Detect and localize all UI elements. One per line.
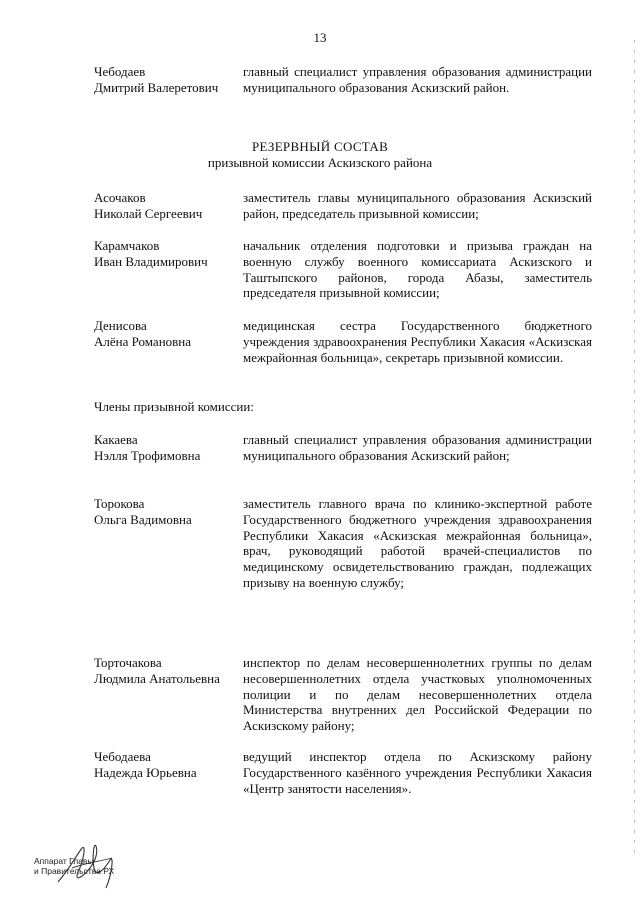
person-name xyxy=(94,432,244,464)
surname: Денисова xyxy=(94,318,147,333)
person-role: начальник отделения подготовки и призыва граждан на военную службу военного комиссариата Аскизского и Таштыпского районов, города Абазы, заместитель председателя призывной комиссии; xyxy=(243,238,592,301)
surname: Торточакова xyxy=(94,655,162,670)
given-names: Дмитрий Валеретович xyxy=(94,79,219,95)
surname: Асочаков xyxy=(94,190,146,205)
person-name xyxy=(94,238,244,270)
person-name xyxy=(94,64,244,96)
person-entry xyxy=(94,655,592,734)
surname: Торокова xyxy=(94,496,145,511)
stamp-line: и Правительства РХ xyxy=(34,866,115,876)
person-role: ведущий инспектор отдела по Аскизскому району Государственного казённого учреждения Республики Хакасия «Центр занятости населения». xyxy=(243,749,592,796)
scan-edge-mark xyxy=(633,40,636,860)
person-role: заместитель главы муниципального образования Аскизский район, председатель призывной комиссии; xyxy=(243,190,592,221)
surname: Чебодаева xyxy=(94,749,151,764)
given-names: Николай Сергеевич xyxy=(94,205,203,221)
person-entry xyxy=(94,318,592,365)
person-role: главный специалист управления образования администрации муниципального образования Аскизский район. xyxy=(243,64,592,95)
stamp-line: Аппарат Главы xyxy=(34,856,94,866)
page-number: 13 xyxy=(313,30,327,45)
signature-mark xyxy=(52,838,132,898)
person-entry xyxy=(94,432,592,464)
person-role: инспектор по делам несовершеннолетних группы по делам несовершеннолетних отдела участковых уполномоченных полиции и по делам несовершеннолетних отдела Министерства внутренних дел Российской Федерации по Аскизскому району; xyxy=(243,655,592,734)
given-names: Людмила Анатольевна xyxy=(94,670,220,686)
person-name xyxy=(94,190,244,222)
given-names: Алёна Романовна xyxy=(94,333,192,349)
person-role: главный специалист управления образования администрации муниципального образования Аскизский район; xyxy=(243,432,592,463)
person-name xyxy=(94,749,244,781)
person-name xyxy=(94,318,244,350)
surname: Чебодаев xyxy=(94,64,146,79)
surname: Карамчаков xyxy=(94,238,160,253)
person-entry xyxy=(94,64,592,96)
given-names: Нэлля Трофимовна xyxy=(94,447,201,463)
section-title: РЕЗЕРВНЫЙ СОСТАВ xyxy=(251,139,389,154)
person-entry xyxy=(94,496,592,591)
section-subtitle: призывной комиссии Аскизского района xyxy=(207,155,433,170)
members-label: Члены призывной комиссии: xyxy=(94,399,254,414)
given-names: Иван Владимирович xyxy=(94,253,208,269)
person-role: заместитель главного врача по клинико-экспертной работе Государственного бюджетного учреждения здравоохранения Республики Хакасия «Аскизская межрайонная больница», врач, руководящий работой врачей-специалистов по медицинскому освидетельствованию граждан, подлежащих призыву на военную службу; xyxy=(243,496,592,590)
given-names: Надежда Юрьевна xyxy=(94,764,197,780)
section-heading xyxy=(0,139,640,171)
person-name xyxy=(94,655,244,687)
person-role: медицинская сестра Государственного бюджетного учреждения здравоохранения Республики Хакасия «Аскизская межрайонная больница», секретарь призывной комиссии. xyxy=(243,318,592,365)
surname: Какаева xyxy=(94,432,138,447)
given-names: Ольга Вадимовна xyxy=(94,511,192,527)
person-entry xyxy=(94,749,592,796)
person-entry xyxy=(94,190,592,222)
person-entry xyxy=(94,238,592,301)
person-name xyxy=(94,496,244,528)
